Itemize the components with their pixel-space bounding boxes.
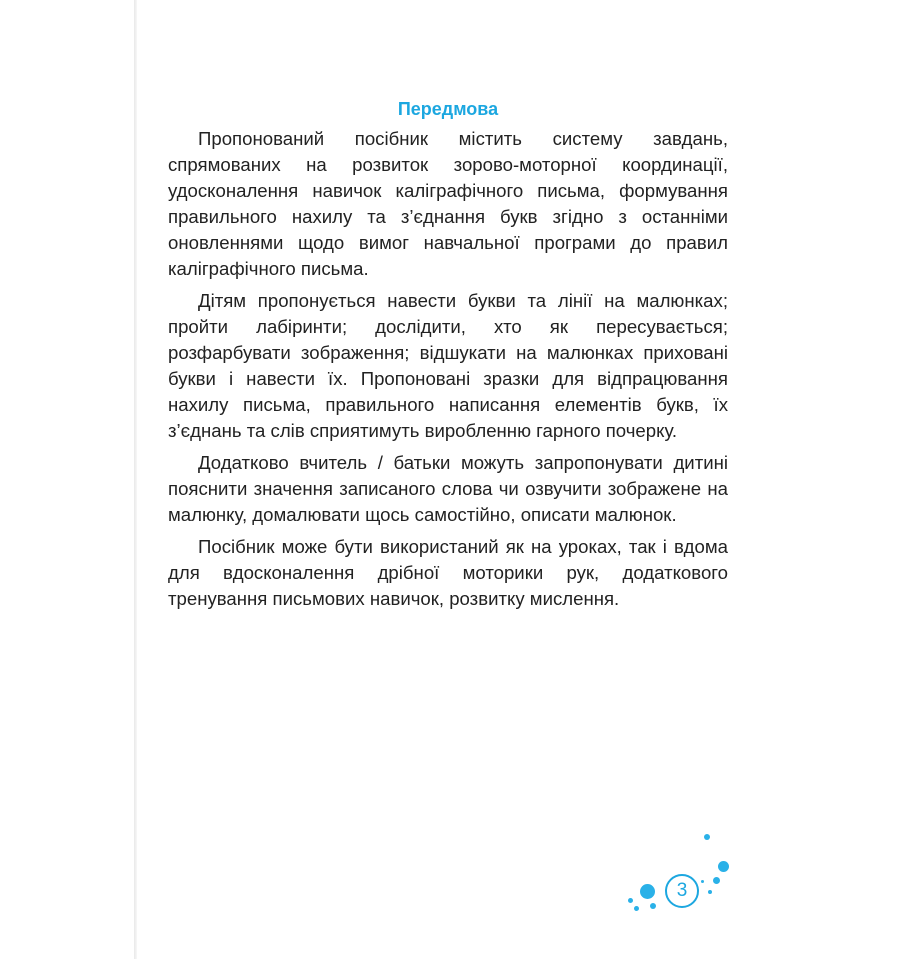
- page-number-area: [600, 820, 750, 930]
- decorative-dot: [628, 898, 633, 903]
- page-content: [168, 98, 728, 612]
- paragraph-parents: Додатково вчитель / батьки можуть запропонувати дитині пояснити значення записаного слова чи озвучити зображене на малюнку, домалювати щось самостійно, описати малюнок.: [168, 452, 728, 525]
- decorative-dot: [718, 861, 729, 872]
- scan-edge: [134, 0, 137, 959]
- decorative-dot: [704, 834, 710, 840]
- decorative-dot: [640, 884, 655, 899]
- page-title: Передмова: [397, 99, 499, 119]
- decorative-dot: [650, 903, 656, 909]
- paragraph-usage: Посібник може бути використаний як на уроках, так і вдома для вдосконалення дрібної моторики рук, додаткового тренування письмових навичок, розвитку мислення.: [168, 536, 728, 609]
- page-number: 3: [665, 874, 699, 908]
- paragraph-tasks: Дітям пропонується навести букви та лінії на малюнках; пройти лабіринти; дослідити, хто як пересувається; розфарбувати зображення; відшукати на малюнках приховані букви і навести їх. Пропоновані зразки для відпрацювання нахилу письма, правильного написання елементів букв, їх з’єднань та слів сприятимуть виробленню гарного почерку.: [168, 290, 728, 441]
- decorative-dot: [701, 880, 704, 883]
- decorative-dot: [634, 906, 639, 911]
- decorative-dot: [713, 877, 720, 884]
- decorative-dot: [708, 890, 712, 894]
- paragraph-intro: Пропонований посібник містить систему завдань, спрямованих на розвиток зорово-моторної координації, удосконалення навичок каліграфічного письма, формування правильного нахилу та з’єднання букв згідно з останніми оновленнями щодо вимог навчальної програми до правил каліграфічного письма.: [168, 128, 728, 279]
